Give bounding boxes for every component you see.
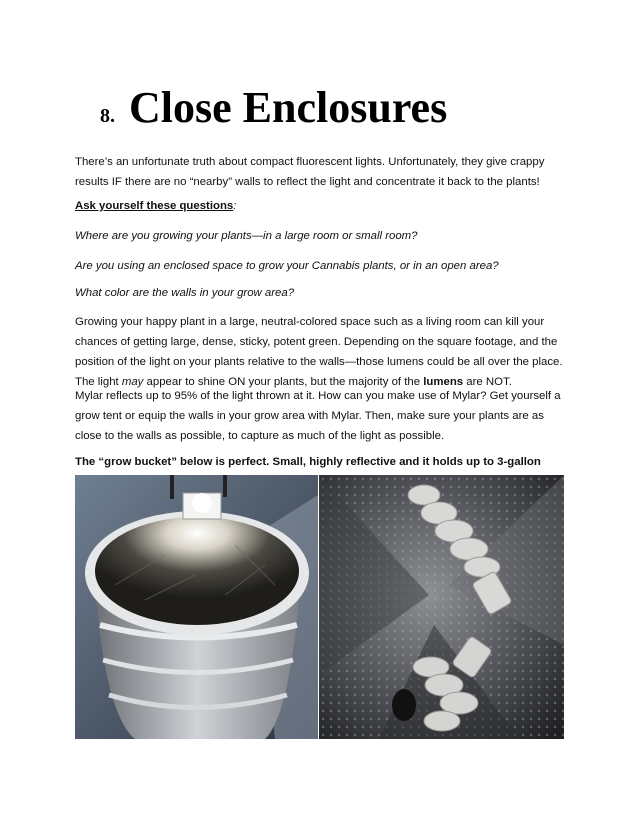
cfl-mylar-photo (319, 475, 564, 739)
mylar-paragraph-block (75, 386, 570, 446)
mylar-paragraph: Mylar reflects up to 95% of the light thrown at it. How can you make use of Mylar? Get yourself a grow tent or equip the walls in your grow area with Mylar. Then, make sure your plants are as close to the walls as possible, to capture as much of the light as possible. (75, 390, 561, 442)
grow-bucket-illustration (75, 475, 318, 739)
question-3: What color are the walls in your grow area? (75, 287, 295, 299)
cfl-mylar-illustration (319, 475, 564, 739)
question-1: Where are you growing your plants—in a large room or small room? (75, 230, 418, 242)
section-title: Close Enclosures (129, 83, 448, 132)
growing-paragraph-block (75, 312, 570, 392)
growing-text-2: appear to shine ON your plants, but the majority of the (143, 376, 424, 388)
intro-paragraph-block (75, 152, 570, 192)
intro-paragraph: There’s an unfortunate truth about compact fluorescent lights. Unfortunately, they give crappy results IF there are no “nearby” walls to reflect the light and concentrate it back to the plants! (75, 156, 545, 188)
question-1-block (75, 226, 570, 246)
growing-text-1: Growing your happy plant in a large, neutral-colored space such as a living room can kill your chances of getting large, dense, sticky, potent green. Depending on the square footage, and the position of the light on your plants relative to the walls—those lumens could be all over the place. The light (75, 316, 563, 388)
growing-paragraph (75, 312, 570, 392)
growing-text-3: are NOT. (463, 376, 512, 388)
growing-may: may (121, 376, 144, 388)
section-heading (100, 82, 447, 133)
question-2: Are you using an enclosed space to grow your Cannabis plants, or in an open area? (75, 260, 499, 272)
question-3-block (75, 283, 570, 303)
caption: The “grow bucket” below is perfect. Small, highly reflective and it holds up to 3-gallon (75, 456, 541, 468)
ask-label-block (75, 196, 570, 216)
question-2-block (75, 256, 570, 276)
section-number: 8. (100, 105, 115, 127)
ask-label: Ask yourself these questions (75, 200, 234, 212)
ask-label-line (75, 196, 570, 216)
ask-colon: : (233, 200, 237, 212)
growing-lumens: lumens (423, 376, 464, 388)
grow-bucket-photo (75, 475, 318, 739)
